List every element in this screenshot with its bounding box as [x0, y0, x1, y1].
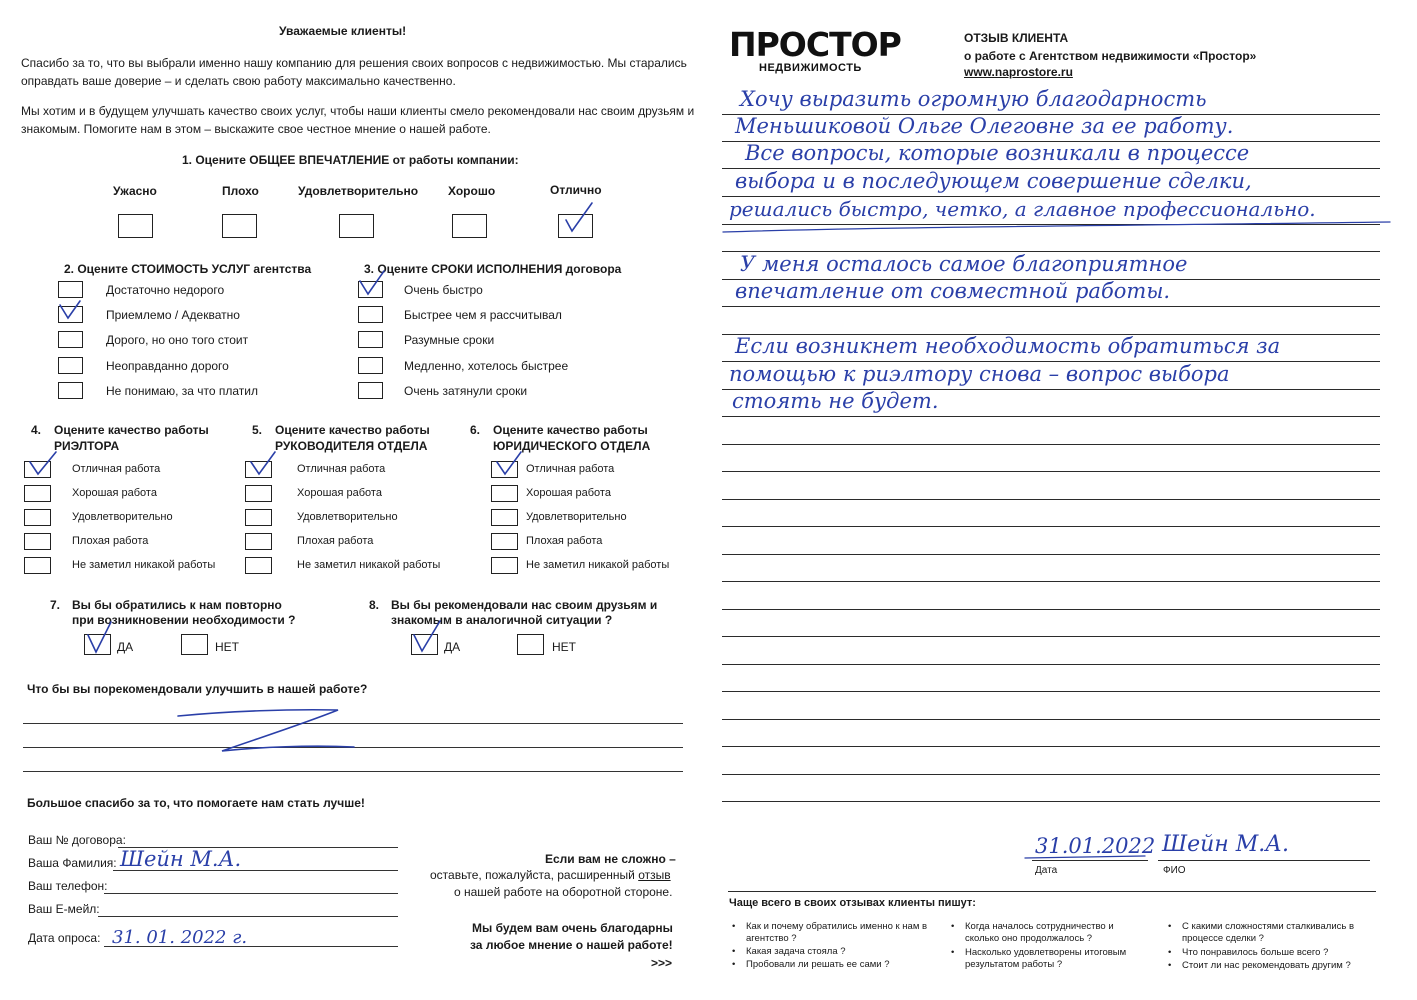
q6-tick	[497, 452, 521, 474]
q6-option-label: Хорошая работа	[526, 487, 611, 499]
email-label: Ваш Е-мейл:	[28, 902, 100, 916]
q8-title-a: Вы бы рекомендовали нас своим друзьям и	[391, 598, 658, 612]
q4-option-label: Не заметил никакой работы	[72, 559, 216, 571]
q8-title-b: знакомым в аналогичной ситуации ?	[391, 613, 613, 627]
q3-option-label: Очень затянули сроки	[404, 384, 528, 398]
q2-option-label: Приемлемо / Адекватно	[106, 308, 240, 322]
q6-option-label: Удовлетворительно	[526, 511, 627, 523]
q3-tick	[360, 271, 384, 294]
review-line: Хочу выразить огромную благодарность	[740, 87, 1207, 111]
side-note-l2-text: оставьте, пожалуйста, расширенный	[430, 868, 635, 882]
phone-label: Ваш телефон:	[28, 879, 108, 893]
side-note-l1: Если вам не сложно –	[545, 852, 676, 866]
review-line: помощью к риэлтору снова – вопрос выбора	[729, 362, 1230, 386]
q4-option-label: Плохая работа	[72, 535, 149, 547]
side-note-l3: о нашей работе на оборотной стороне.	[454, 885, 673, 899]
review-line: стоять не будет.	[732, 389, 939, 413]
review-line: Все вопросы, которые возникали в процессе	[745, 141, 1250, 165]
q2-option-label: Не понимаю, за что платил	[106, 384, 259, 398]
q2-tick	[60, 301, 80, 318]
q3-option-label: Быстрее чем я рассчитывал	[404, 308, 562, 322]
q2-option-label: Дорого, но оно того стоит	[106, 333, 249, 347]
q1-tick	[566, 203, 592, 231]
arrows: >>>	[651, 956, 673, 970]
q5-title-b: РУКОВОДИТЕЛЯ ОТДЕЛА	[275, 439, 428, 453]
tip-item: • Стоит ли нас рекомендовать другим ?	[1182, 960, 1372, 972]
date-label: Дата опроса:	[28, 931, 101, 945]
signature-date: 31.01.2022	[1035, 834, 1156, 858]
signature-underline	[1025, 856, 1145, 858]
tip-item: • С какими сложностями сталкивались в процессе сделки ?	[1182, 921, 1372, 945]
date-caption: Дата	[1035, 865, 1058, 876]
date-handwritten: 31. 01. 2022 г.	[112, 927, 248, 948]
review-line: выбора и в последующем совершение сделки,	[735, 169, 1252, 193]
q2-title: 2. Оцените СТОИМОСТЬ УСЛУГ агентства	[64, 262, 312, 276]
q7-yes-label: ДА	[117, 640, 134, 654]
tip-item: • Что понравилось больше всего ?	[1182, 947, 1372, 959]
q5-option-label: Не заметил никакой работы	[297, 559, 441, 571]
intro-text-2b: знакомым. Помогите нам в этом – выскажите свое честное мнение о нашей работе.	[21, 122, 491, 136]
review-line: Меньшиковой Ольге Олеговне за ее работу.	[735, 114, 1234, 138]
q1-option-label: Хорошо	[448, 184, 496, 198]
review-line: решались быстро, четко, а главное профессионально.	[729, 197, 1316, 221]
q6-number: 6.	[470, 423, 481, 437]
thanks-text: Большое спасибо за то, что помогаете нам стать лучше!	[27, 796, 365, 810]
q4-number: 4.	[31, 423, 42, 437]
q4-title-a: Оцените качество работы	[54, 423, 209, 437]
q1-option-label: Ужасно	[113, 184, 157, 198]
left-ink-marks	[0, 0, 700, 1000]
q6-title-a: Оцените качество работы	[493, 423, 648, 437]
q3-option-label: Очень быстро	[404, 283, 483, 297]
improve-question: Что бы вы порекомендовали улучшить в нашей работе?	[27, 682, 368, 696]
right-ink-marks	[700, 0, 1417, 1000]
q4-title-b: РИЭЛТОРА	[54, 439, 120, 453]
q8-number: 8.	[369, 598, 380, 612]
tip-item: • Когда началось сотрудничество и сколько оно продолжалось ?	[965, 921, 1145, 945]
side-note-l4: Мы будем вам очень благодарны	[472, 921, 673, 935]
q6-option-label: Отличная работа	[526, 463, 615, 475]
q6-option-label: Не заметил никакой работы	[526, 559, 670, 571]
q4-option-label: Хорошая работа	[72, 487, 157, 499]
q5-option-label: Удовлетворительно	[297, 511, 398, 523]
q5-title-a: Оцените качество работы	[275, 423, 430, 437]
review-ink-stroke	[723, 222, 1390, 232]
review-line: У меня осталось самое благоприятное	[740, 252, 1188, 276]
q1-title: 1. Оцените ОБЩЕЕ ВПЕЧАТЛЕНИЕ от работы компании:	[182, 153, 519, 167]
q6-option-label: Плохая работа	[526, 535, 603, 547]
q1-option-label: Удовлетворительно	[298, 184, 419, 198]
q5-option-label: Хорошая работа	[297, 487, 382, 499]
q8-tick	[414, 621, 440, 651]
q8-no-label: НЕТ	[552, 640, 576, 654]
fio-caption: ФИО	[1163, 865, 1186, 876]
review-header-title: ОТЗЫВ КЛИЕНТА	[964, 31, 1069, 45]
review-line: Если возникнет необходимость обратиться за	[735, 334, 1281, 358]
q5-number: 5.	[252, 423, 263, 437]
surname-handwritten: Шейн М.А.	[120, 847, 242, 871]
intro-text-1b: оправдать ваше доверие – и сделать свою работу максимально качественно.	[21, 74, 456, 88]
review-line: впечатление от совместной работы.	[735, 279, 1171, 303]
surname-label: Ваша Фамилия:	[28, 856, 117, 870]
tip-item: • Как и почему обратились именно к нам в агентство ?	[746, 921, 936, 945]
q5-tick	[251, 452, 275, 474]
header-url-link[interactable]: www.naprostore.ru	[964, 65, 1073, 79]
q4-tick	[30, 452, 56, 474]
q5-option-label: Плохая работа	[297, 535, 374, 547]
intro-text-1a: Спасибо за то, что вы выбрали именно нашу компанию для решения своих вопросов с недвижимостью. Мы старались	[21, 56, 687, 70]
q1-option-label: Отлично	[550, 183, 602, 197]
q7-number: 7.	[50, 598, 61, 612]
q7-no-label: НЕТ	[215, 640, 239, 654]
contract-label: Ваш № договора:	[28, 833, 126, 847]
logo-sub: НЕДВИЖИМОСТЬ	[759, 62, 862, 74]
q3-option-label: Разумные сроки	[404, 333, 495, 347]
intro-text-2a: Мы хотим и в будущем улучшать качество своих услуг, чтобы наши клиенты смело рекомендовали нас своим друзьям и	[21, 104, 695, 118]
q1-option-label: Плохо	[222, 184, 259, 198]
tip-item: • Пробовали ли решать ее сами ?	[746, 959, 936, 971]
q8-yes-label: ДА	[444, 640, 461, 654]
q7-title-b: при возникновении необходимости ?	[72, 613, 296, 627]
q7-title-a: Вы бы обратились к нам повторно	[72, 598, 282, 612]
tip-item: • Насколько удовлетворены итоговым результатом работы ?	[965, 947, 1145, 971]
q4-option-label: Отличная работа	[72, 463, 161, 475]
q2-option-label: Неоправданно дорого	[106, 359, 229, 373]
side-note-l5: за любое мнение о нашей работе!	[470, 938, 673, 952]
logo-main: ПРОСТОР	[729, 25, 901, 64]
q2-option-label: Достаточно недорого	[106, 283, 225, 297]
q3-title: 3. Оцените СРОКИ ИСПОЛНЕНИЯ договора	[364, 262, 622, 276]
q5-option-label: Отличная работа	[297, 463, 386, 475]
signature-name: Шейн М.А.	[1162, 832, 1289, 857]
tips-title: Чаще всего в своих отзывах клиенты пишут:	[729, 897, 976, 909]
q4-option-label: Удовлетворительно	[72, 511, 173, 523]
q7-tick	[88, 622, 111, 652]
tip-item: • Какая задача стояла ?	[746, 946, 936, 958]
improve-scribble	[178, 710, 354, 751]
review-link[interactable]: отзыв	[638, 868, 671, 882]
q3-option-label: Медленно, хотелось быстрее	[404, 359, 569, 373]
review-header-sub: о работе с Агентством недвижимости «Простор»	[964, 49, 1257, 63]
greeting: Уважаемые клиенты!	[279, 24, 407, 38]
q6-title-b: ЮРИДИЧЕСКОГО ОТДЕЛА	[493, 439, 651, 453]
